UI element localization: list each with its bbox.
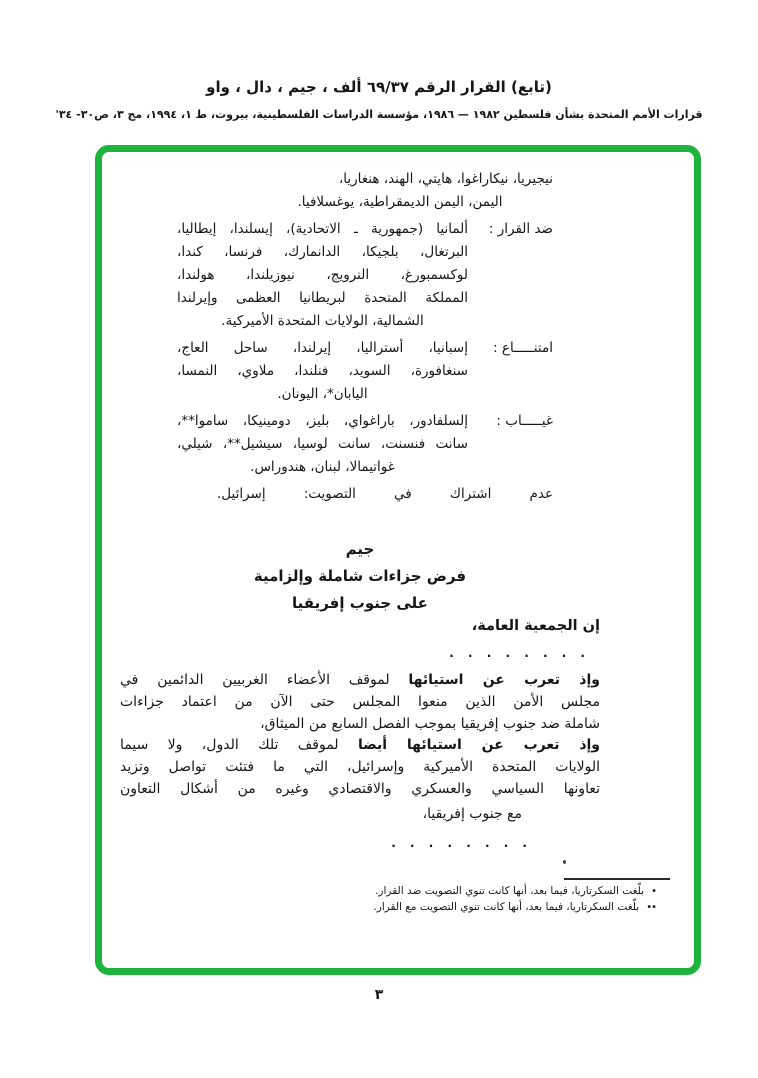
paragraph-lead: وإذ تعرب عن استيائها أيضا [357,737,601,753]
preamble-line: إن الجمعية العامة، [471,618,600,634]
paragraph-text: لموقف الأعضاء الغربيين الدائمين في [120,672,409,688]
vote-line: ألمانيا (جمهورية ـ الاتحادية)، إيسلندا، إيطاليا، [177,221,468,237]
non-participation-line: عدم اشتراك في التصويت: إسرائيل. [217,486,553,502]
paragraph-line [120,735,600,757]
ellipsis-row: . . . . . . . . [391,836,527,850]
vote-line: نيجيريا، نيكاراغوا، هايتي، الهند، هنغاريا، [338,171,553,187]
section-title-line2: على جنوب إفريقيا [292,594,428,612]
footnote-text: بلّغت السكرتاريا، فيما بعد، أنها كانت تنوي التصويت مع القرار. [373,900,640,913]
document-title: (تابع) القرار الرقم ٦٩/٣٧ ألف ، جيم ، دال ، واو [206,78,552,96]
paragraph-text: لموقف تلك الدول، ولا سيما [120,737,358,753]
paragraph-line [120,670,600,692]
vote-line: الشمالية، الولايات المتحدة الأميركية. [221,313,424,329]
paragraph-line: تعاونها السياسي والعسكري والاقتصادي وغيره من أشكال التعاون [120,780,600,797]
paragraph-line: شاملة ضد جنوب إفريقيا بموجب الفصل السابع من الميثاق، [260,715,600,732]
vote-line: لوكسمبورغ، النرويج، نيوزيلندا، هولندا، [177,267,468,283]
stray-ink-mark [563,860,566,864]
page-number: ٣ [374,987,384,1003]
section-letter: جيم [345,540,375,558]
vote-line: سانت فنسنت، سانت لوسيا، سيشيل**، شيلي، [177,436,468,452]
vote-line: اليمن، اليمن الديمقراطية، يوغسلافيا. [297,194,503,210]
vote-line: المملكة المتحدة لبريطانيا العظمى وإيرلندا [177,290,468,306]
paragraph-line: الولايات المتحدة الأميركية وإسرائيل، التي ما فتئت تواصل وتزيد [120,758,600,775]
vote-line: اليابان*، اليونان. [277,386,368,402]
paragraph-lead: وإذ تعرب عن استيائها [408,672,600,688]
section-c-heading [120,536,600,617]
vote-label-abstain: امتنـــــاع : [493,340,553,356]
vote-line: غواتيمالا، لبنان، هندوراس. [250,459,395,475]
footnote-2 [356,900,656,916]
footnote-1 [356,884,656,900]
paragraph-2 [120,735,600,826]
paragraph-line: مع جنوب إفريقيا، [422,806,522,823]
frame-inner [102,152,694,968]
footnotes [356,884,656,915]
footnote-separator-line [564,878,670,880]
paragraph-1 [120,670,600,735]
paragraph-line: مجلس الأمن الذين منعوا المجلس حتى الآن من اعتماد جزاءات [120,693,600,710]
document-source-citation: قرارات الأمم المتحدة بشأن فلسطين ١٩٨٢ — ١٩٨٦، مؤسسة الدراسات الفلسطينية، بيروت، ط ١، ١٩٩٤، مج ٣، ص٣٠- ٣٤' [55,108,703,121]
footnote-bullet: •• [646,901,656,913]
green-highlight-frame [95,145,701,975]
vote-entry-absent [177,410,553,479]
vote-line: سنغافورة، السويد، فنلندا، ملاوي، النمسا، [177,363,468,379]
vote-label-absent: غيـــــاب : [496,413,553,429]
vote-line: إسبانيا، أستراليا، إيرلندا، ساحل العاج، [177,340,468,356]
vote-label-against: ضد القرار : [488,221,553,237]
vote-line: إلسلفادور، باراغواي، بليز، دومينيكا، ساموا**، [177,413,468,429]
ellipsis-row: . . . . . . . . [449,646,585,660]
voting-record [177,168,553,506]
footnote-text: بلّغت السكرتاريا، فيما بعد، أنها كانت تنوي التصويت ضد القرار. [375,885,645,897]
footnote-bullet: • [651,886,656,897]
vote-line: البرتغال، بلجيكا، الدانمارك، فرنسا، كندا، [177,244,468,260]
vote-entry-against [177,218,553,333]
vote-entry-abstain [177,337,553,406]
vote-list-continuation [177,168,553,214]
section-title-line1: فرض جزاءات شاملة وإلزامية [253,567,467,585]
